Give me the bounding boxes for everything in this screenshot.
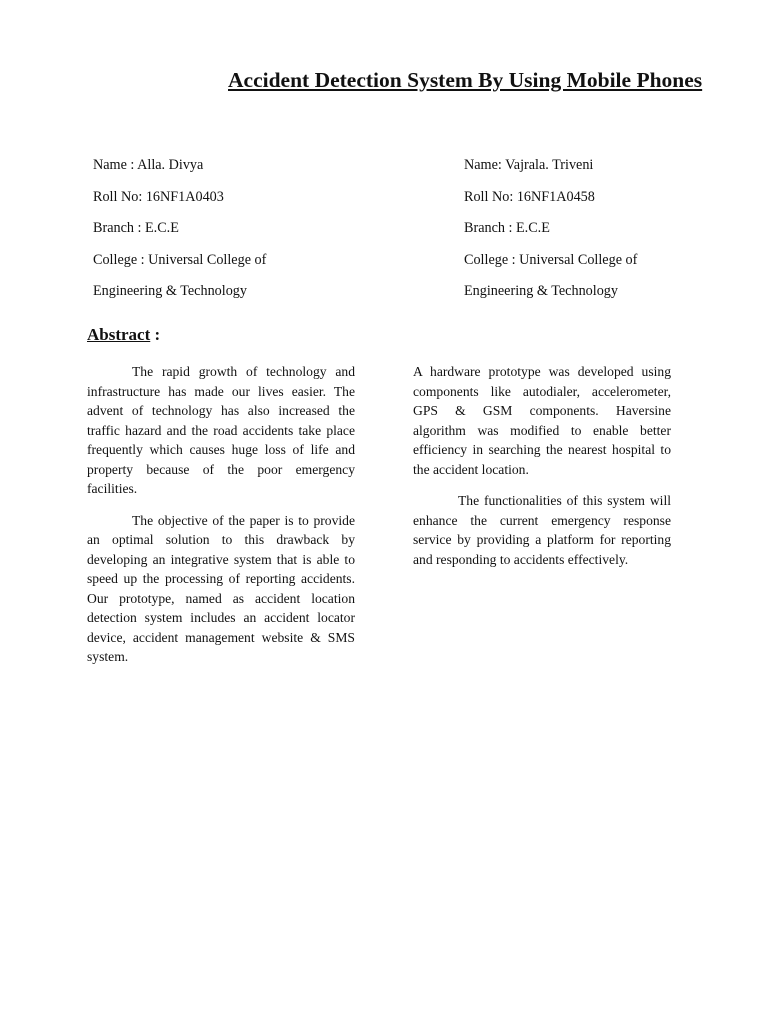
author-roll-number: Roll No: 16NF1A0458 xyxy=(464,188,595,205)
author-college-line-1: College : Universal College of xyxy=(464,251,638,268)
author-branch: Branch : E.C.E xyxy=(93,220,179,236)
abstract-heading-label: Abstract xyxy=(87,325,151,344)
abstract-heading-colon: : xyxy=(150,325,161,344)
author-name: Name: Vajrala. Triveni xyxy=(464,157,594,173)
abstract-right-column xyxy=(413,362,671,581)
abstract-paragraph: The functionalities of this system will enhance the current emergency response service by providing a platform for reporting and responding to accidents effectively. xyxy=(413,493,671,567)
abstract-paragraph: The rapid growth of technology and infrastructure has made our lives easier. The advent of technology has also increased the traffic hazard and the road accidents take place frequently which causes huge loss of life and property because of the poor emergency facilities. xyxy=(87,364,355,496)
author-name: Name : Alla. Divya xyxy=(93,157,204,173)
author-block-2 xyxy=(464,150,764,308)
paper-title: Accident Detection System By Using Mobile Phones xyxy=(228,68,703,92)
abstract-heading xyxy=(87,325,160,345)
author-college-line-1: College : Universal College of xyxy=(93,251,267,268)
abstract-left-column xyxy=(87,362,355,679)
author-college-line-2: Engineering & Technology xyxy=(464,283,618,299)
author-block-1 xyxy=(93,150,393,308)
author-college-line-2: Engineering & Technology xyxy=(93,283,247,299)
abstract-paragraph: A hardware prototype was developed using components like autodialer, accelerometer, GPS & GSM components. Haversine algorithm was modified to enable better efficiency in searching the nearest hospital to the accident location. xyxy=(413,364,671,477)
author-roll-number: Roll No: 16NF1A0403 xyxy=(93,188,224,205)
author-branch: Branch : E.C.E xyxy=(464,220,550,236)
abstract-paragraph: The objective of the paper is to provide an optimal solution to this drawback by developing an integrative system that is able to speed up the processing of reporting accidents. Our prototype, named as accident location detection system includes an accident locator device, accident management website & SMS system. xyxy=(87,512,355,664)
